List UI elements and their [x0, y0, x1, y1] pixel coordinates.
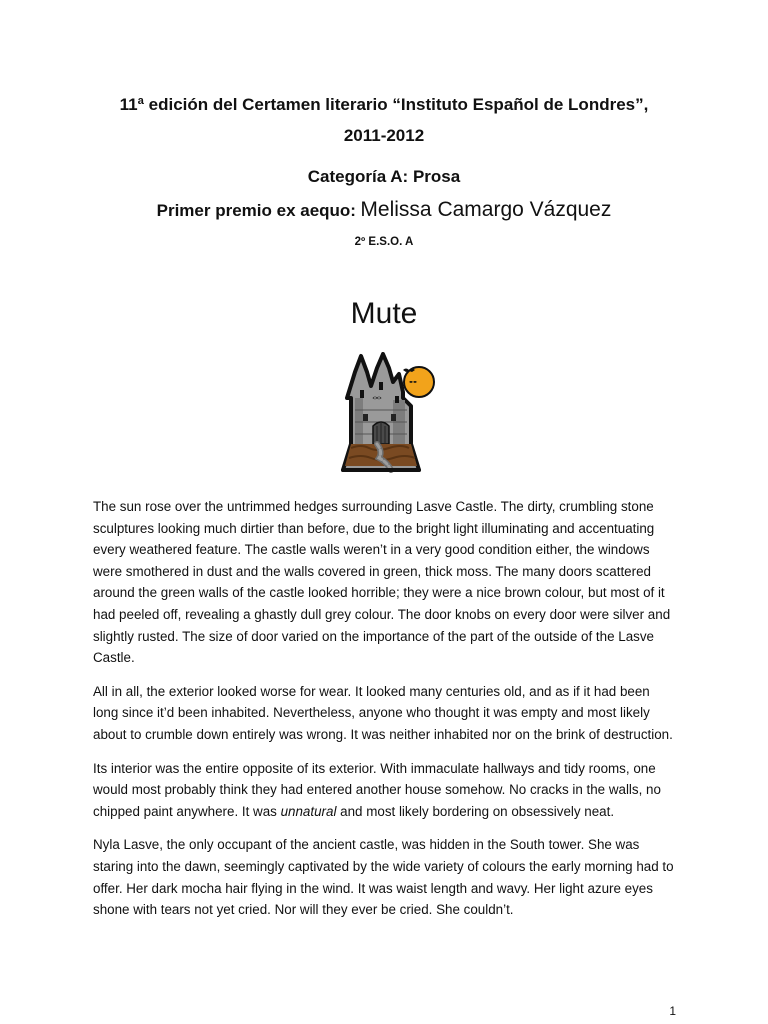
paragraph-3-end: and most likely bordering on obsessively neat. [336, 803, 615, 819]
contest-title-line-2: 2011-2012 [343, 126, 425, 145]
italic-word: unnatural [280, 803, 337, 819]
story-title: Mute [350, 297, 418, 330]
grade-label: 2º E.S.O. A [354, 236, 414, 248]
paragraph-3-start: Its interior was the entire opposite of its exterior. With immaculate hallways and tidy rooms, one would most probably think they had entered another house somehow. No cracks in the walls, no chipped paint anywhere. It was [93, 760, 661, 819]
contest-title-line-1: 11ª edición del Certamen literario “Instituto Español de Londres”, [119, 95, 649, 114]
author-name: Melissa Camargo Vázquez [360, 198, 612, 221]
story-paragraph-4: Nyla Lasve, the only occupant of the ancient castle, was hidden in the South tower. She was staring into the dawn, seemingly captivated by the wide variety of colours the early morning had to offer. Her dark mocha hair flying in the wind. It was waist length and wavy. Her light azure eyes shone with tears not yet cried. Nor will they ever be cried. She couldn’t. [93, 837, 674, 918]
castle-illustration [333, 352, 437, 480]
story-body [93, 496, 675, 933]
story-paragraph-3 [93, 758, 675, 823]
story-paragraph-1: The sun rose over the untrimmed hedges surrounding Lasve Castle. The dirty, crumbling stone sculptures looking much dirtier than before, due to the bright light illuminating and accentuating every weathered feature. The castle walls weren’t in a very good condition either, the windows were smothered in dust and the walls covered in green, thick moss. The many doors scattered around the green walls of the castle looked horrible; they were a nice brown colour, but most of it had peeled off, revealing a ghastly dull grey colour. The door knobs on every door were silver and slightly rusted. The size of door varied on the importance of the part of the outside of the Lasve Castle. [93, 499, 671, 666]
award-label: Primer premio ex aequo: [156, 201, 356, 220]
category-heading: Categoría A: Prosa [307, 167, 461, 186]
award-line [0, 198, 768, 222]
story-paragraph-2: All in all, the exterior looked worse for wear. It looked many centuries old, and as if it had been long since it’d been inhabited. Nevertheless, anyone who thought it was empty and most likely about to crumble down entirely was wrong. It was neither inhabited nor on the brink of destruction. [93, 683, 673, 742]
page-number: 1 [669, 1004, 676, 1018]
